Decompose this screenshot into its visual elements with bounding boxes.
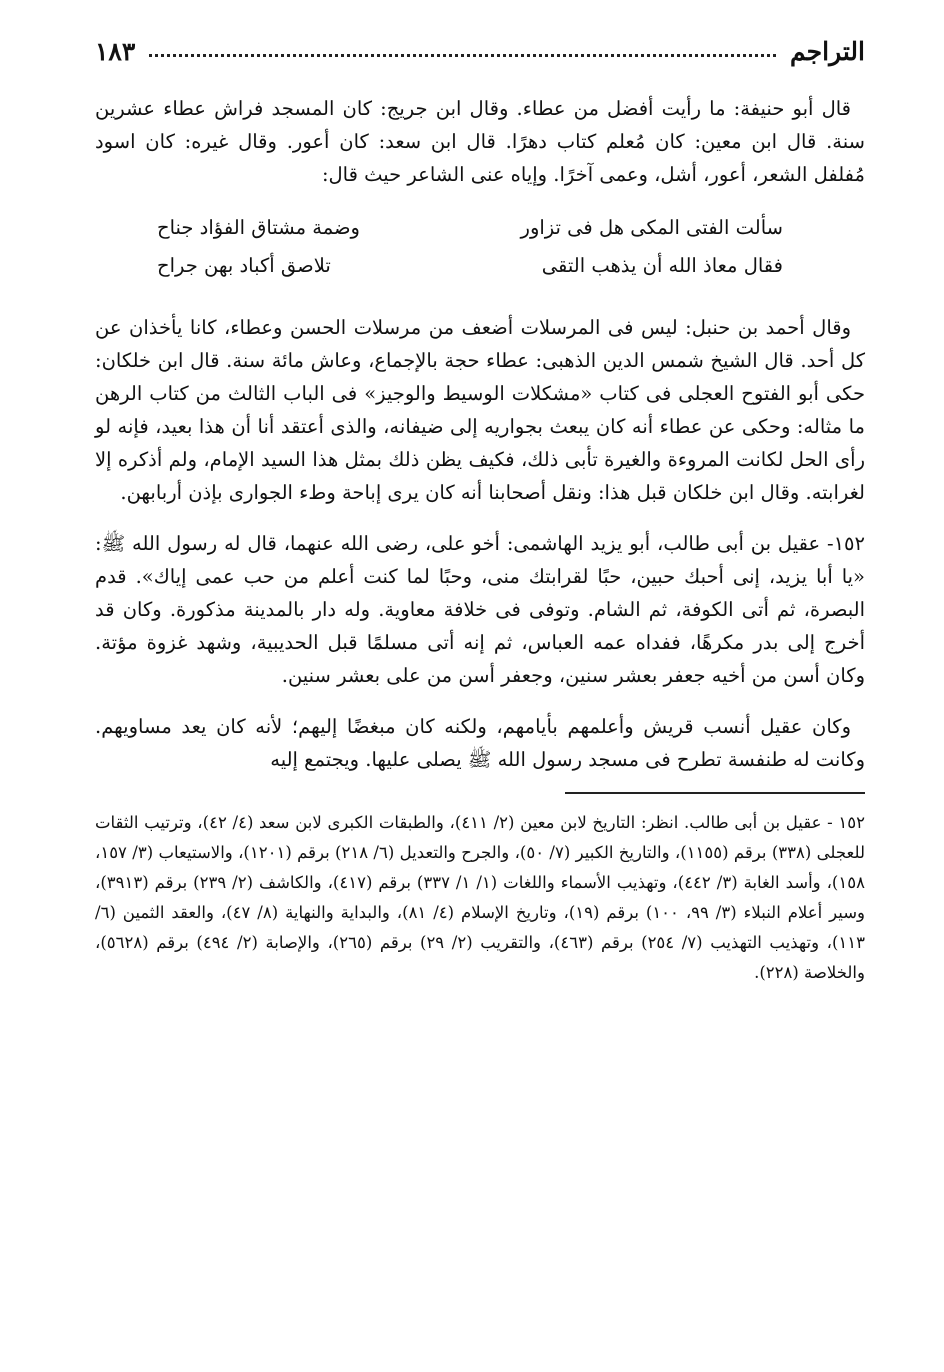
footnote-separator bbox=[565, 792, 865, 794]
paragraph-ahmad-ibn-hanbal: وقال أحمد بن حنبل: ليس فى المرسلات أضعف من مرسلات الحسن وعطاء، كانا يأخذان عن كل أحد. قال الشيخ شمس الدين الذهبى: عطاء حجة بالإجماع، وعاش مائة سنة. قال ابن خلكان: حكى أبو الفتوح العجلى فى كتاب «مشكلات الوسيط والوجيز» فى الباب الثالث من كتاب الرهن ما مثاله: وحكى عن عطاء أنه كان يبعث بجواريه إلى ضيفانه، والذى أعتقد أنا أن هذا بعيد، فإنه لو رأى الحل لكانت المروءة والغيرة تأبى ذلك، فكيف يظن ذلك بمثل هذا السيد الإمام، ولم أذكره إلا لغرابته. وقال ابن خلكان قبل هذا: ونقل أصحابنا أنه كان يرى إباحة وطء الجوارى بإذن أربابهن. bbox=[95, 316, 865, 504]
verse-1-second-hemistich: وضمة مشتاق الفؤاد جناح bbox=[157, 216, 360, 239]
verse-2-first-hemistich: فقال معاذ الله أن يذهب التقى bbox=[541, 254, 783, 277]
poem bbox=[95, 209, 865, 285]
poem-verse-1 bbox=[157, 209, 783, 247]
running-title: التراجم bbox=[790, 36, 865, 66]
poem-verse-2 bbox=[157, 247, 783, 285]
verse-2-second-hemistich: تلاصق أكباد بهن جراح bbox=[157, 254, 331, 277]
footnote-152: ١٥٢ - عقيل بن أبى طالب. انظر: التاريخ لابن معين (٢/ ٤١١)، والطبقات الكبرى لابن سعد (٤/ ٤٢)، وترتيب الثقات للعجلى (٣٣٨) برقم (١١٥٥)، والتاريخ الكبير (٧/ ٥٠)، والجرح والتعديل (٦/ ٢١٨) برقم (١٢٠١)، والاستيعاب (٣/ ١٥٧، ١٥٨)، وأسد الغابة (٣/ ٤٤٢)، وتهذيب الأسماء واللغات (١/ ١/ ٣٣٧) برقم (٤١٧)، والكاشف (٢/ ٢٣٩) برقم (٣٩١٣)، وسير أعلام النبلاء (٣/ ٩٩، ١٠٠) برقم (١٩)، وتاريخ الإسلام (٤/ ٨١)، والبداية والنهاية (٨/ ٤٧)، والعقد الثمين (٦/ ١١٣)، وتهذيب التهذيب (٧/ ٢٥٤) برقم (٤٦٣)، والتقريب (٢/ ٢٩) برقم (٢٦٥)، والإصابة (٢/ ٤٩٤) برقم (٥٦٢٨)، والخلاصة (٢٢٨). bbox=[95, 813, 865, 982]
running-header bbox=[95, 28, 865, 74]
paragraph-entry-152-aqil: ١٥٢- عقيل بن أبى طالب، أبو يزيد الهاشمى: أخو على، رضى الله عنهما، قال له رسول الله ﷺ: «يا أبا يزيد، إنى أحبك حبين، حبًا لقرابتك منى، وحبًا لما كنت أعلم من حب عمى إياك». قدم البصرة، ثم أتى الكوفة، ثم الشام. وتوفى فى خلافة معاوية. وله دار بالمدينة مذكورة. وكان قد أخرج إلى بدر مكرهًا، ففداه عمه العباس، ثم إنه أتى مسلمًا قبل الحديبية، وشهد غزوة مؤتة. وكان أسن من أخيه جعفر بعشر سنين، وجعفر أسن من على بعشر سنين. bbox=[95, 532, 865, 687]
book-page bbox=[95, 28, 865, 1348]
paragraph-aqil-genealogy: وكان عقيل أنسب قريش وأعلمهم بأيامهم، ولكنه كان مبغضًا إليهم؛ لأنه كان يعد مساويهم. وكانت له طنفسة تطرح فى مسجد رسول الله ﷺ يصلى عليها. ويجتمع إليه bbox=[95, 715, 865, 771]
header-leader-dots bbox=[149, 54, 776, 57]
paragraph-ata-description: قال أبو حنيفة: ما رأيت أفضل من عطاء. وقال ابن جريج: كان المسجد فراش عطاء عشرين سنة. قال ابن معين: كان مُعلم كتاب دهرًا. قال ابن سعد: كان أعور. وقال غيره: كان اسود مُفلفل الشعر، أعور، أشل، وعمى آخرًا. وإياه عنى الشاعر حيث قال: bbox=[95, 97, 865, 186]
verse-1-first-hemistich: سألت الفتى المكى هل فى تزاور bbox=[520, 216, 783, 239]
page-number: ١٨٣ bbox=[95, 36, 136, 66]
